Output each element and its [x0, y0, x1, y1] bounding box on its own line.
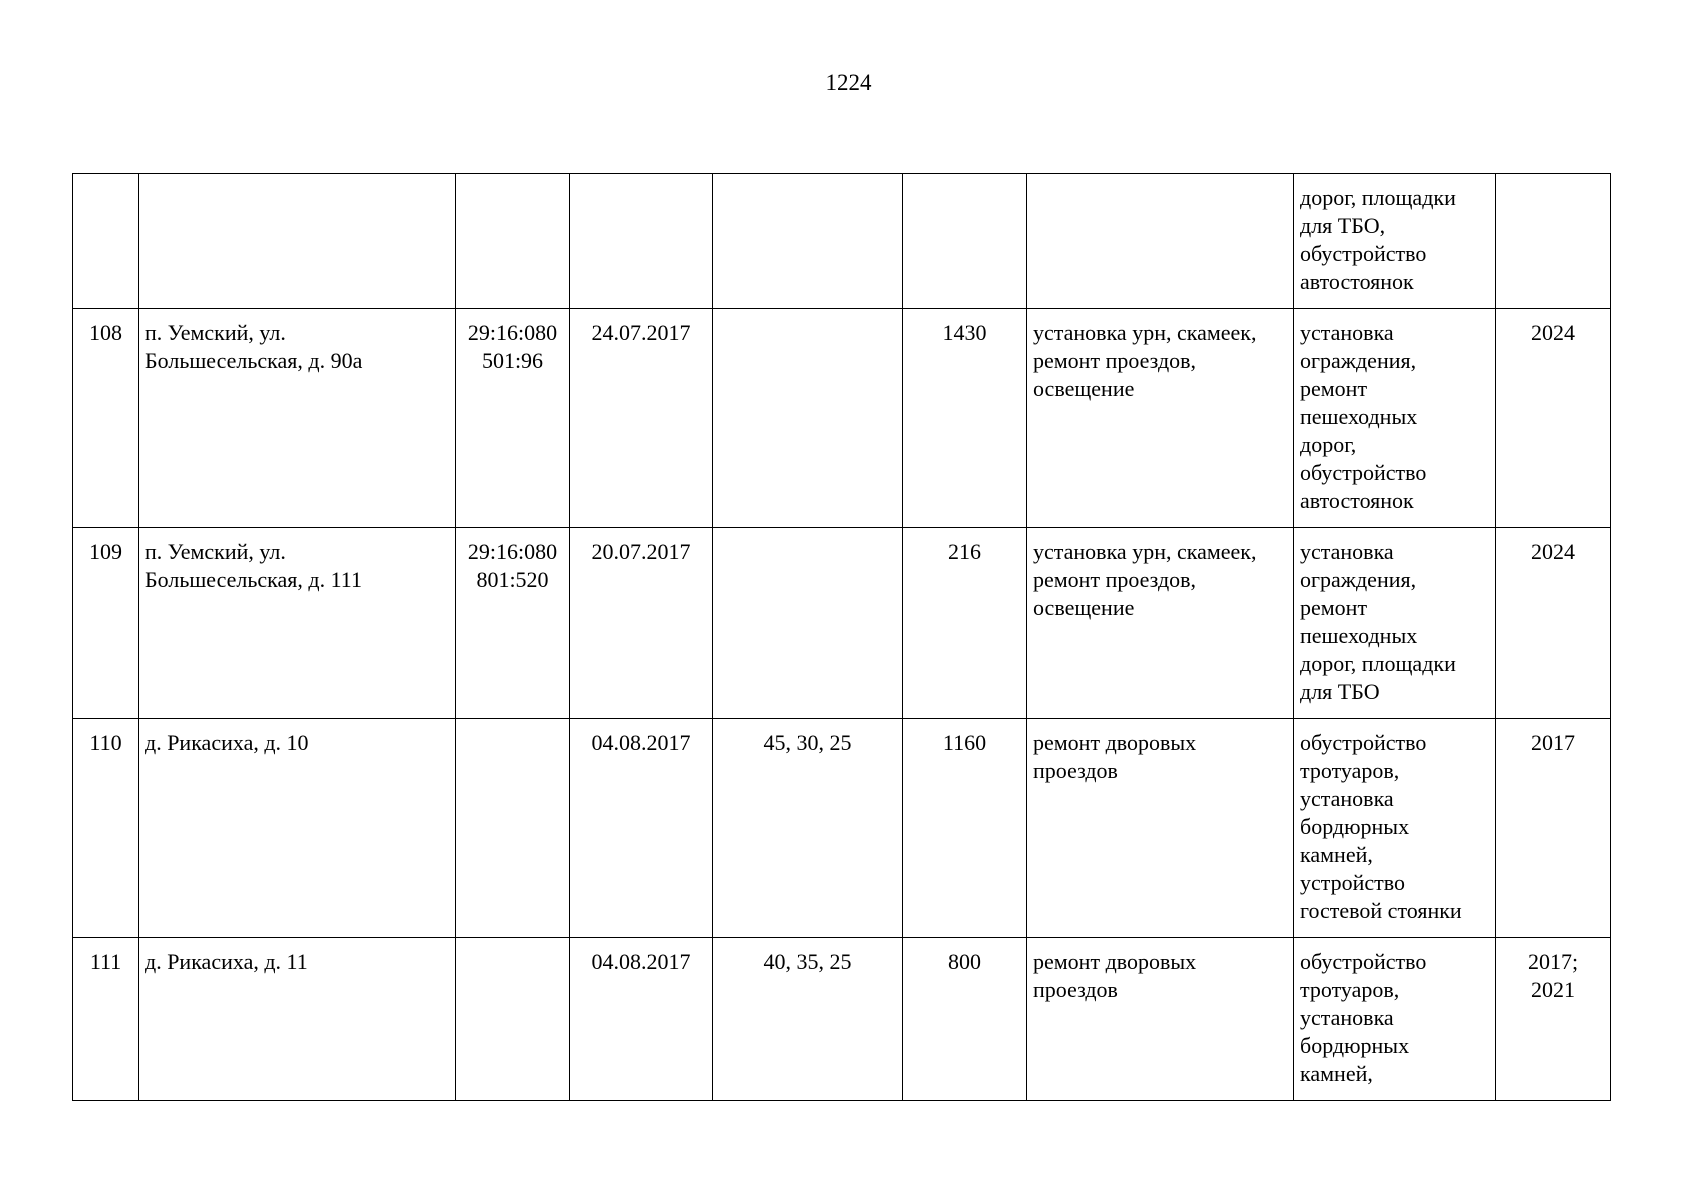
row-number-cell [73, 174, 139, 309]
row-number-cell: 109 [73, 528, 139, 719]
date-cell: 04.08.2017 [570, 938, 713, 1101]
additional-works-cell: обустройство тротуаров, установка бордюрных камней, [1294, 938, 1496, 1101]
table-row [73, 309, 1611, 528]
date-cell [570, 174, 713, 309]
register-table [72, 173, 1611, 1101]
address-cell: п. Уемский, ул. Большесельская, д. 111 [139, 528, 456, 719]
cadastral-number-cell [456, 174, 570, 309]
cadastral-number-cell [456, 719, 570, 938]
table-row [73, 528, 1611, 719]
dimensions-cell: 40, 35, 25 [713, 938, 903, 1101]
table-row [73, 719, 1611, 938]
year-cell: 2024 [1496, 309, 1611, 528]
dimensions-cell [713, 174, 903, 309]
date-cell: 20.07.2017 [570, 528, 713, 719]
minimal-works-cell: установка урн, скамеек, ремонт проездов, освещение [1027, 309, 1294, 528]
cadastral-number-cell: 29:16:080 501:96 [456, 309, 570, 528]
additional-works-cell: дорог, площадки для ТБО, обустройство автостоянок [1294, 174, 1496, 309]
date-cell: 24.07.2017 [570, 309, 713, 528]
page-number: 1224 [825, 70, 872, 95]
address-cell [139, 174, 456, 309]
additional-works-cell: обустройство тротуаров, установка бордюрных камней, устройство гостевой стоянки [1294, 719, 1496, 938]
additional-works-cell: установка ограждения, ремонт пешеходных дорог, площадки для ТБО [1294, 528, 1496, 719]
year-cell: 2017; 2021 [1496, 938, 1611, 1101]
date-cell: 04.08.2017 [570, 719, 713, 938]
dimensions-cell [713, 309, 903, 528]
year-cell: 2024 [1496, 528, 1611, 719]
row-number-cell: 111 [73, 938, 139, 1101]
additional-works-cell: установка ограждения, ремонт пешеходных дорог, обустройство автостоянок [1294, 309, 1496, 528]
table-row [73, 938, 1611, 1101]
minimal-works-cell: установка урн, скамеек, ремонт проездов, освещение [1027, 528, 1294, 719]
row-number-cell: 110 [73, 719, 139, 938]
minimal-works-cell: ремонт дворовых проездов [1027, 938, 1294, 1101]
minimal-works-cell: ремонт дворовых проездов [1027, 719, 1294, 938]
year-cell [1496, 174, 1611, 309]
dimensions-cell [713, 528, 903, 719]
row-number-cell: 108 [73, 309, 139, 528]
address-cell: п. Уемский, ул. Большесельская, д. 90а [139, 309, 456, 528]
area-cell: 800 [903, 938, 1027, 1101]
year-cell: 2017 [1496, 719, 1611, 938]
minimal-works-cell [1027, 174, 1294, 309]
dimensions-cell: 45, 30, 25 [713, 719, 903, 938]
address-cell: д. Рикасиха, д. 11 [139, 938, 456, 1101]
area-cell: 1160 [903, 719, 1027, 938]
cadastral-number-cell: 29:16:080 801:520 [456, 528, 570, 719]
cadastral-number-cell [456, 938, 570, 1101]
address-cell: д. Рикасиха, д. 10 [139, 719, 456, 938]
area-cell: 216 [903, 528, 1027, 719]
area-cell: 1430 [903, 309, 1027, 528]
area-cell [903, 174, 1027, 309]
table-row [73, 174, 1611, 309]
